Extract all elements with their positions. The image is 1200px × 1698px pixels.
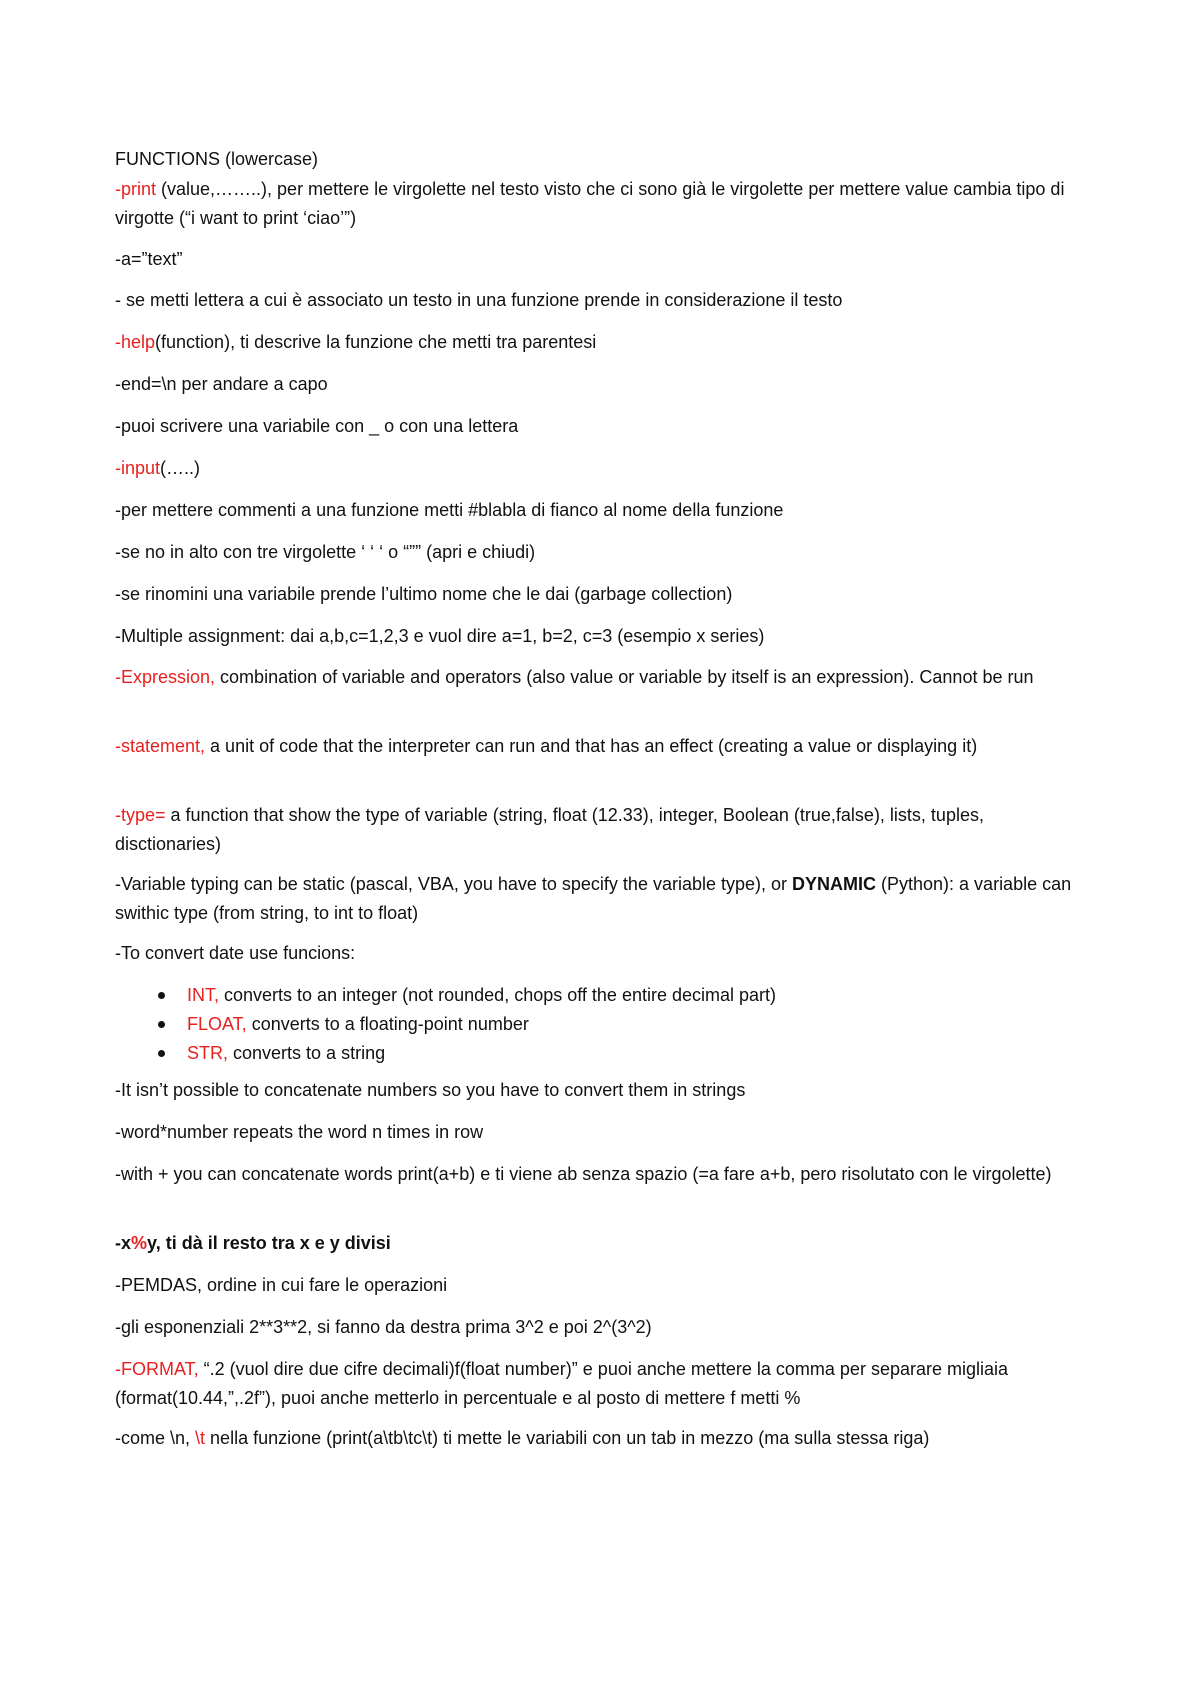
list-item-text: converts to an integer (not rounded, chops off the entire decimal part) [219,985,777,1005]
note-convert: -To convert date use funcions: [115,943,356,963]
note-comments: -per mettere commenti a una funzione metti #blabla di fianco al nome della funzione [115,500,784,520]
note-letter-text: - se metti lettera a cui è associato un testo in una funzione prende in considerazione il testo [115,290,843,310]
keyword-input: input [121,458,161,478]
note-expression-text: combination of variable and operators (also value or variable by itself is an expression). Cannot be run [215,667,1034,687]
note-type-text: a function that show the type of variable (string, float (12.33), integer, Boolean (true,false), lists, tuples, disctionaries) [115,805,984,854]
list-item [115,1010,1090,1039]
keyword-statement: -statement, [115,736,206,756]
list-item-text: converts to a floating-point number [246,1014,529,1034]
note-input [115,454,1090,483]
keyword-format: -FORMAT, [115,1359,199,1379]
keyword-help: help [121,332,156,352]
note-exponent: -gli esponenziali 2**3**2, si fanno da destra prima 3^2 e poi 2^(3^2) [115,1317,652,1337]
note-triple-quotes: -se no in alto con tre virgolette ‘ ‘ ‘ o “”” (apri e chiudi) [115,542,536,562]
note-print-text: (value,……..), per mettere le virgolette nel testo visto che ci sono già le virgolette per mettere value cambia tipo di virgotte (“i want to print ‘ciao’”) [115,179,1065,228]
keyword-expression: -Expression, [115,667,216,687]
note-tab [115,1424,1090,1453]
dash: - [115,458,121,478]
list-item [115,1039,1090,1068]
note-modulo-x: -x [115,1233,132,1253]
note-modulo [115,1229,1090,1258]
note-modulo-text: y, ti dà il resto tra x e y divisi [147,1233,391,1253]
note-expression [115,663,1090,692]
note-tab-text-2: nella funzione (print(a\tb\tc\t) ti mette le variabili con un tab in mezzo (ma sulla stessa riga) [205,1428,930,1448]
note-format [115,1355,1090,1413]
dash: - [115,332,121,352]
bullet-icon [158,1021,165,1028]
keyword-percent: % [131,1233,148,1253]
note-statement [115,732,1090,761]
note-assign-text: -a=”text” [115,249,183,269]
note-input-text: (…..) [160,458,201,478]
list-item [115,981,1090,1010]
note-variable: -puoi scrivere una variabile con _ o con una lettera [115,416,519,436]
note-typing-text-2: (Python): a variable can swithic type (from string, to int to float) [115,874,1072,923]
note-end: -end=\n per andare a capo [115,374,328,394]
keyword-tab: \t [195,1428,206,1448]
bullet-icon [158,992,165,999]
bullet-icon [158,1050,165,1057]
note-type [115,801,1090,859]
keyword-dynamic: DYNAMIC [792,874,877,894]
keyword-int: INT, [187,985,220,1005]
note-help [115,328,1090,357]
conversion-list [115,981,1090,1068]
note-print [115,175,1090,233]
note-concatenate: -It isn’t possible to concatenate numbers so you have to convert them in strings [115,1080,746,1100]
note-multiple-assignment: -Multiple assignment: dai a,b,c=1,2,3 e vuol dire a=1, b=2, c=3 (esempio x series) [115,626,765,646]
list-item-text: converts to a string [228,1043,386,1063]
note-pemdas: -PEMDAS, ordine in cui fare le operazioni [115,1275,448,1295]
note-tab-text: -come \n, [115,1428,196,1448]
note-variable-typing [115,870,1090,928]
note-plus-concat: -with + you can concatenate words print(a+b) e ti viene ab senza spazio (=a fare a+b, pero risolutato con le virgolette) [115,1164,1052,1184]
note-word-repeat: -word*number repeats the word n times in row [115,1122,484,1142]
keyword-float: FLOAT, [187,1014,247,1034]
document-heading: FUNCTIONS (lowercase) [115,149,319,169]
note-typing-text: -Variable typing can be static (pascal, VBA, you have to specify the variable type), or [115,874,793,894]
keyword-type: -type= [115,805,166,825]
keyword-str: STR, [187,1043,229,1063]
note-statement-text: a unit of code that the interpreter can run and that has an effect (creating a value or displaying it) [205,736,978,756]
keyword-print: -print [115,179,157,199]
note-rename: -se rinomini una variabile prende l’ultimo nome che le dai (garbage collection) [115,584,733,604]
note-help-text: (function), ti descrive la funzione che metti tra parentesi [155,332,597,352]
note-format-text: “.2 (vuol dire due cifre decimali)f(float number)” e puoi anche mettere la comma per separare migliaia (format(10.44,”,.2f”), puoi anche metterlo in percentuale e al posto di mettere f metti % [115,1359,1009,1408]
